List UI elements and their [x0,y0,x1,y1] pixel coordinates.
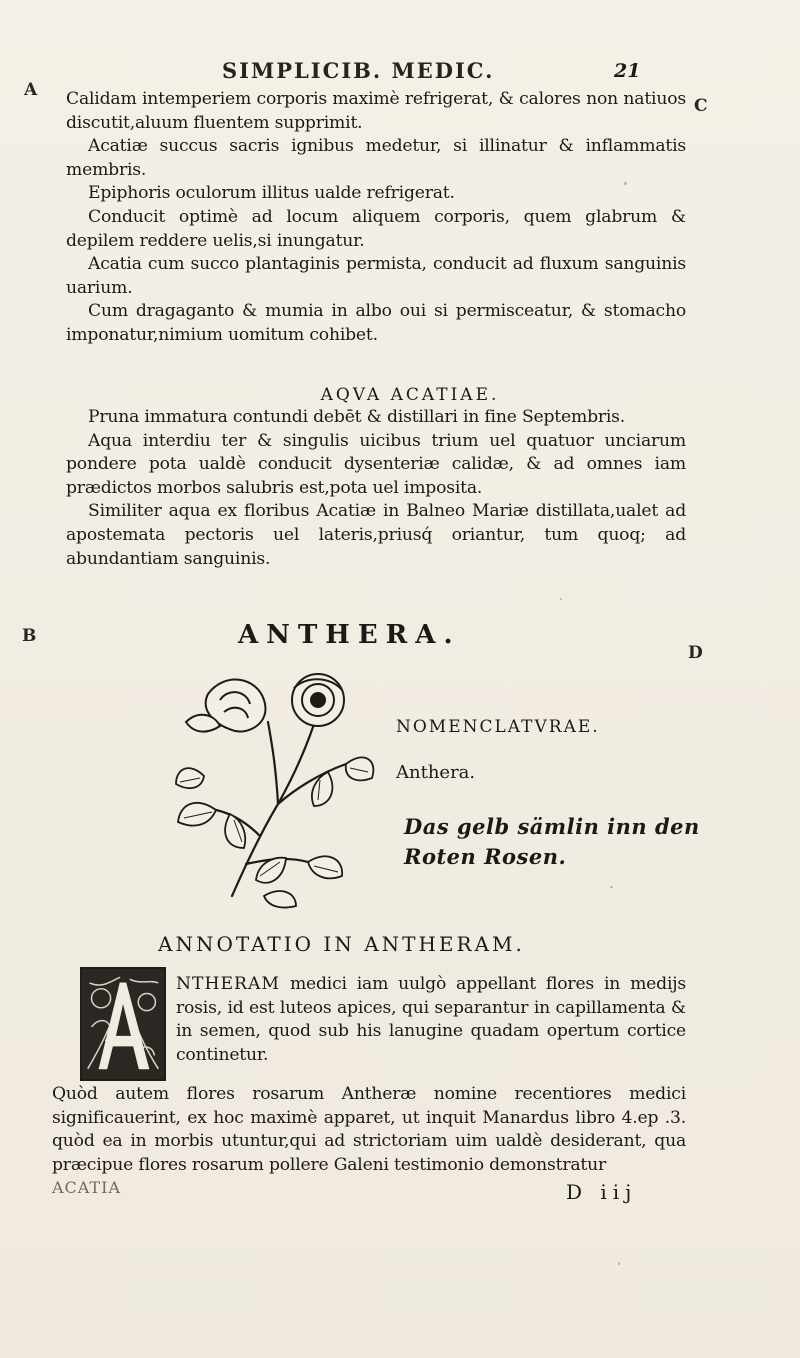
paragraph: Calidam intemperiem corporis maximè refrigerat, & calores non natiuos discutit,aluum fluentem supprimit. [66,89,686,133]
page-number: 21 [614,60,641,82]
paragraph-block-acatia [66,88,686,348]
catchword: ACATIA [52,1178,122,1197]
annotation-opening-word: NTHERAM [176,974,280,994]
running-head [0,58,800,88]
subheading-aqua-acatiae: AQVA ACATIAE. [320,385,500,405]
nomenclature-latin-name: Anthera. [396,762,476,783]
paper-fleck [624,182,627,185]
rose-woodcut-illustration [168,664,380,910]
decorated-initial-letter-icon [80,967,166,1081]
section-title-anthera: ANTHERA. [238,620,461,650]
paragraph: Acatia cum succo plantaginis permista, conducit ad fluxum sanguinis uarium. [66,254,686,298]
paragraph: Acatiæ succus sacris ignibus medetur, si illinatur & inflammatis membris. [66,136,686,180]
paragraph: Pruna immatura contundi debēt & distillari in fine Septembris. [88,407,626,427]
paper-fleck [610,886,613,888]
annotation-continuation [52,1083,686,1177]
annotation-opening-text: medici iam uulgò appellant flores in medijs rosis, id est luteos apices, qui separantur in capillamenta & in semen, quod sub his lanugine quadam opertum cortice continetur. [176,974,686,1065]
annotation-opening-paragraph [176,973,686,1067]
margin-marker-b: B [22,626,37,646]
annotation-opening-lines [176,973,686,1067]
margin-marker-a: A [24,80,38,100]
paragraph: Similiter aqua ex floribus Acatiæ in Balneo Mariæ distillata,ualet ad apostemata pectoris uel lateris,priusq́ oriantur, tum quoq; ad abundantiam sanguinis. [66,501,686,569]
paper-fleck [618,1262,620,1265]
margin-marker-c: C [694,96,708,116]
paragraph: Cum dragaganto & mumia in albo oui si permisceatur, & stomacho imponatur,nimium uomitum cohibet. [66,301,686,345]
annotation-paragraph: Quòd autem flores rosarum Antheræ nomine recentiores medici significauerint, ex hoc maximè apparet, ut inquit Manardus libro 4.ep .3. quòd ea in morbis utuntur,qui ad strictoriam uim ualdè desiderant, qua præcipue flores rosarum pollere Galeni testimonio demonstratur [52,1084,686,1175]
annotation-title: ANNOTATIO IN ANTHERAM. [158,932,525,956]
paragraph: Aqua interdiu ter & singulis uicibus trium uel quatuor unciarum pondere pota ualdè conducit dysenteriæ calidæ, & ad omnes iam prædictos morbos salubris est,pota uel imposita. [66,430,686,498]
nomenclature-german-name: Das gelb sämlin inn den Roten Rosen. [404,814,700,869]
paper-fleck [560,598,562,600]
margin-marker-d: D [688,643,703,663]
paragraph: Conducit optimè ad locum aliquem corporis, quem glabrum & depilem reddere uelis,si inungatur. [66,206,686,251]
running-head-title: SIMPLICIB. MEDIC. [222,58,495,83]
signature-mark: D iij [566,1180,638,1204]
paragraph: Epiphoris oculorum illitus ualde refrigerat. [88,183,455,204]
nomenclature-heading: NOMENCLATVRAE. [396,717,600,737]
paragraph-block-aqua [66,406,686,571]
